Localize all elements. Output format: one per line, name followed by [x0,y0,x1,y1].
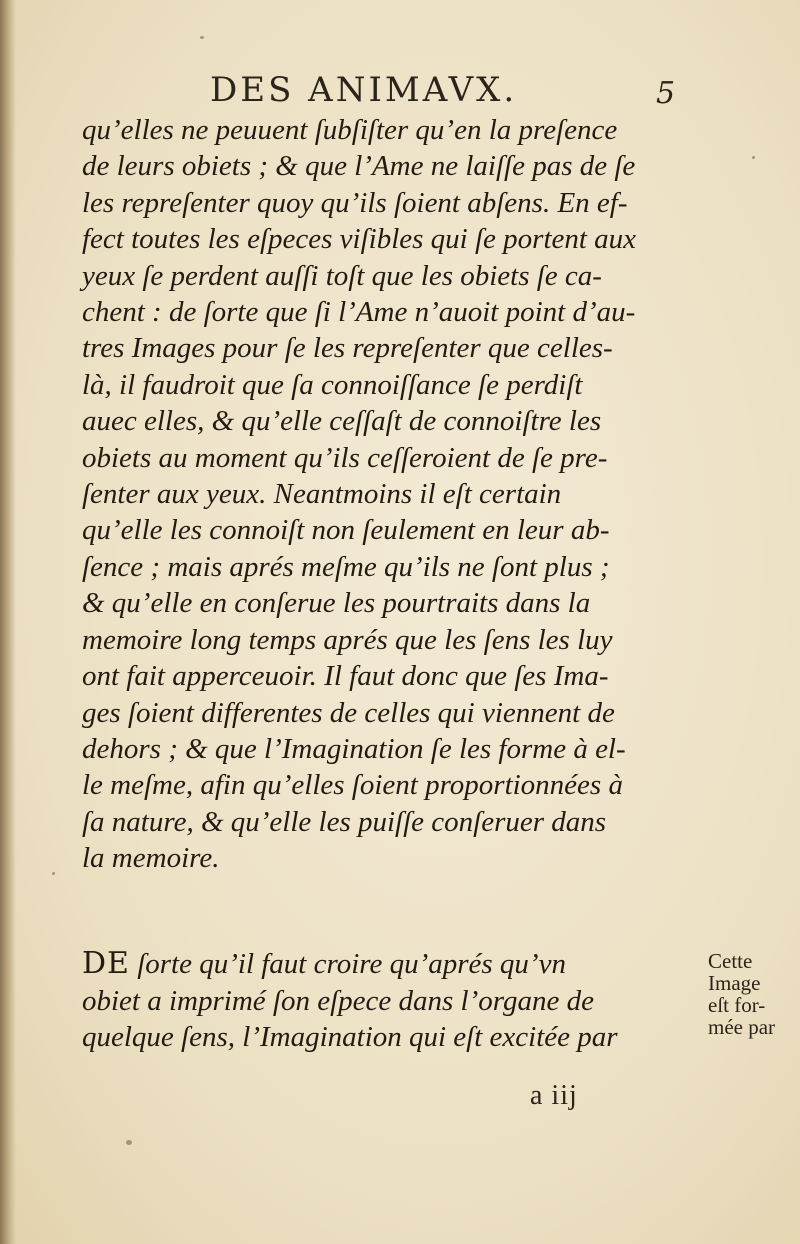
paper-speck [752,156,755,159]
drop-cap: DE [82,946,130,981]
marginal-line: Image [708,971,761,995]
text-line: ſa nature, & qu’elle les puiſſe conſeruer dans [82,805,607,838]
marginal-line: eſt for- [708,993,766,1017]
paragraph-2 [82,946,682,1056]
marginal-line: mée par [708,1015,776,1039]
text-line: de leurs obiets ; & que l’Ame ne laiſſe pas de ſe [82,150,636,183]
text-line: qu’elles ne peuuent ſubſiſter qu’en la preſence [82,114,618,146]
text-line-rest: ſorte qu’il faut croire qu’aprés qu’vn [129,948,566,980]
running-head: DES ANIMAVX. [210,70,518,110]
text-line: la memoire. [82,842,220,875]
text-line: dehors ; & que l’Imagination ſe les forme à el- [82,732,626,765]
text-line: fect toutes les eſpeces viſibles qui ſe portent aux [82,223,637,256]
page-number: 5 [656,76,676,111]
text-line [82,946,682,983]
marginal-note [708,950,800,1038]
text-line: le meſme, afin qu’elles ſoient proportionnées à [82,769,623,802]
text-line: ſence ; mais aprés meſme qu’ils ne ſont plus ; [82,550,610,583]
text-line: obiets au moment qu’ils ceſſeroient de ſe pre- [82,441,608,474]
text-line: ſenter aux yeux. Neantmoins il eſt certain [82,478,562,511]
text-line: ges ſoient differentes de celles qui viennent de [82,696,615,729]
paper-speck [52,872,55,875]
paragraph-1 [82,112,682,877]
text-line: les repreſenter quoy qu’ils ſoient abſens. En ef- [82,186,628,219]
signature-mark: a iij [530,1080,578,1111]
text-line: & qu’elle en conſerue les pourtraits dans la [82,587,591,620]
text-line: obiet a imprimé ſon eſpece dans l’organe de [82,984,594,1017]
text-line: qu’elle les connoiſt non ſeulement en leur ab- [82,514,610,547]
text-line: quelque ſens, l’Imagination qui eſt excitée par [82,1021,618,1053]
binding-gutter [0,0,16,1244]
paper-speck [200,36,204,39]
paper-speck [126,1140,132,1145]
text-line: là, il faudroit que ſa connoiſſance ſe perdiſt [82,368,583,401]
text-line: memoire long temps aprés que les ſens les luy [82,623,613,656]
text-line: tres Images pour ſe les repreſenter que celles- [82,332,613,365]
marginal-line: Cette [708,949,753,973]
text-line: auec elles, & qu’elle ceſſaſt de connoiſtre les [82,405,602,438]
text-line: yeux ſe perdent auſſi toſt que les obiets ſe ca- [82,259,602,292]
text-line: ont fait apperceuoir. Il faut donc que ſes Ima- [82,660,609,693]
text-line: chent : de ſorte que ſi l’Ame n’auoit point d’au- [82,296,636,329]
